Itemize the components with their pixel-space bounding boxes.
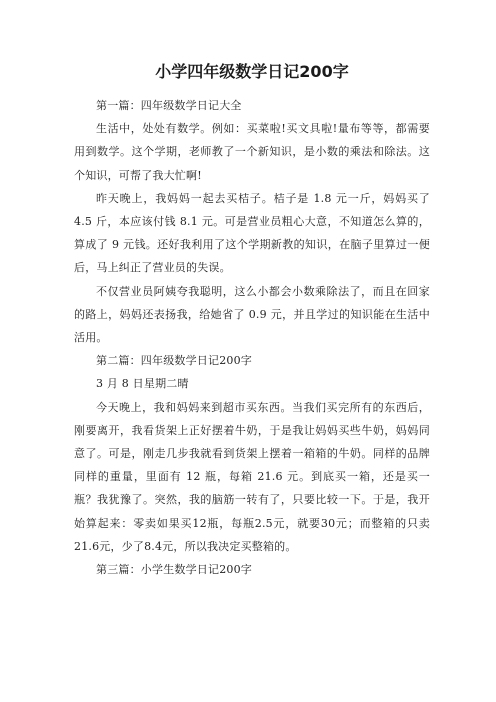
paragraph: 昨天晚上，我妈妈一起去买桔子。桔子是 1.8 元一斤，妈妈买了 4.5 斤，本应该付钱 8.1 元。可是营业员粗心大意，不知道怎么算的，算成了 9 元钱。还好我利用了这个学期新教的知识，在脑子里算过一便后，马上纠正了营业员的失误。 — [74, 191, 430, 275]
document-body — [74, 94, 430, 581]
section-heading-3: 第三篇：小学生数学日记200字 — [96, 563, 252, 577]
section-heading-1: 第一篇：四年级数学日记大全 — [96, 99, 242, 112]
document-title: 小学四年级数学日记200字 — [155, 62, 349, 81]
section-heading-2: 第二篇：四年级数学日记200字 — [96, 354, 252, 368]
paragraph: 生活中，处处有数学。例如：买菜啦!买文具啦!量布等等，都需要用到数学。这个学期，老师教了一个新知识，是小数的乘法和除法。这个知识，可帮了我大忙啊! — [74, 122, 430, 182]
paragraph: 不仅营业员阿姨夸我聪明，这么小都会小数乘除法了，而且在回家的路上，妈妈还表扬我，给她省了 0.9 元，并且学过的知识能在生活中活用。 — [74, 284, 430, 345]
paragraph: 今天晚上，我和妈妈来到超市买东西。当我们买完所有的东西后，刚要离开，我看货架上正好摆着牛奶，于是我让妈妈买些牛奶，妈妈同意了。可是，刚走几步我就看到货架上摆着一箱箱的牛奶。同样的品牌同样的重量，里面有 12 瓶，每箱 21.6 元。到底买一箱，还是买一瓶？我犹豫了。突然，我的脑筋一转有了，只要比较一下。于是，我开始算起来：零卖如果买12瓶，每瓶2.5元，就要30元；而整箱的只卖21.6元，少了8.4元，所以我决定买整箱的。 — [74, 400, 430, 553]
date-line: 3 月 8 日星期二晴 — [96, 377, 189, 391]
